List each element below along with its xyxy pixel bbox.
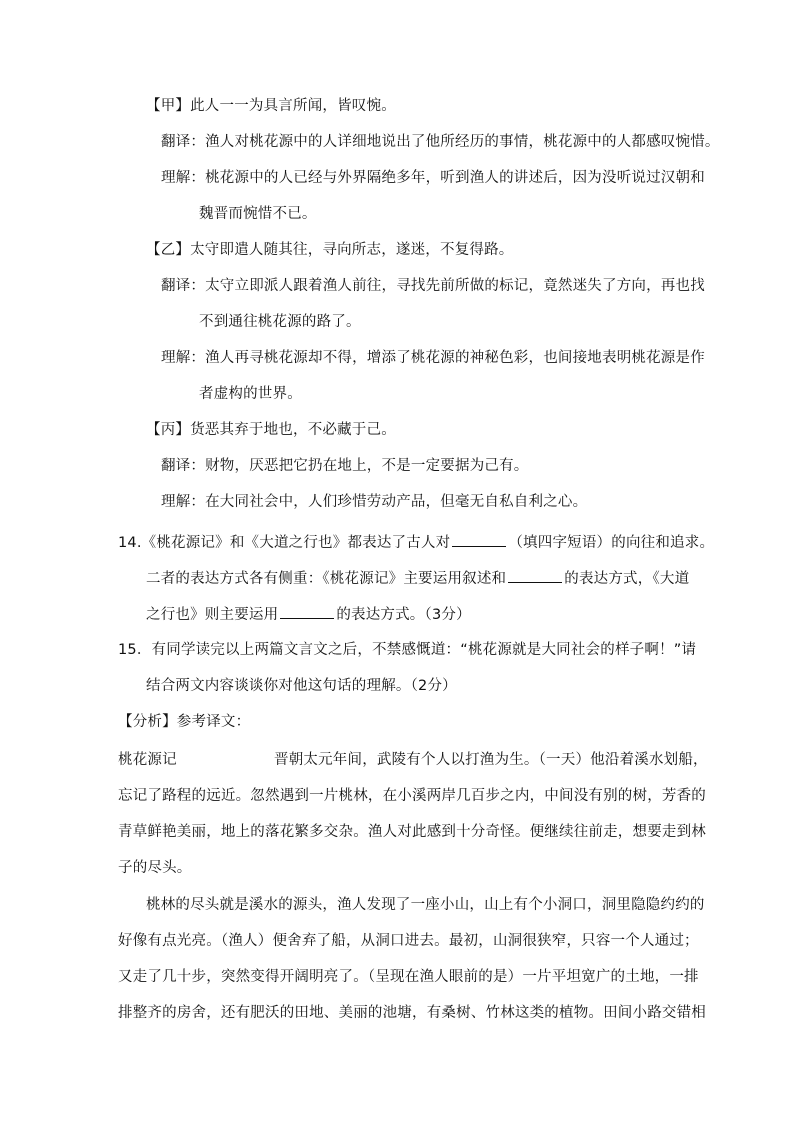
translation-p2-line-4: 排整齐的房舍，还有肥沃的田地、美丽的池塘，有桑树、竹林这类的植物。田间小路交错相 <box>118 1005 706 1021</box>
passage-jia-understanding: 理解：桃花源中的人已经与外界隔绝多年，听到渔人的讲述后，因为没听说过汉朝和 <box>161 170 705 186</box>
passage-yi-translation-cont: 不到通往桃花源的路了。 <box>199 314 361 330</box>
passage-yi-understanding: 理解：渔人再寻桃花源却不得，增添了桃花源的神秘色彩，也间接地表明桃花源是作 <box>161 350 705 366</box>
question-14-line-1: 14.《桃花源记》和《大道之行也》都表达了古人对 （填四字短语）的向往和追求。 <box>118 532 714 553</box>
answer-blank <box>508 568 562 583</box>
passage-yi-understanding-cont: 者虚构的世界。 <box>199 386 302 402</box>
answer-blank <box>452 532 506 547</box>
passage-bing-quote: 【丙】货恶其弃于地也，不必藏于己。 <box>146 422 396 438</box>
question-14-line-3: 之行也》则主要运用 的表达方式。（3分） <box>146 604 471 625</box>
passage-yi-translation: 翻译：太守立即派人跟着渔人前往，寻找先前所做的标记，竟然迷失了方向，再也找 <box>161 278 705 294</box>
analysis-heading: 【分析】参考译文： <box>118 714 251 730</box>
passage-jia-translation: 翻译：渔人对桃花源中的人详细地说出了他所经历的事情，桃花源中的人都感叹惋惜。 <box>161 134 720 150</box>
question-14-line-2: 二者的表达方式各有侧重：《桃花源记》主要运用叙述和 的表达方式，《大道 <box>146 568 689 589</box>
translation-p1-line-3: 青草鲜艳美丽，地上的落花繁多交杂。渔人对此感到十分奇怪。便继续往前走，想要走到林 <box>118 824 706 840</box>
answer-blank <box>280 604 334 619</box>
question-15-line-2: 结合两文内容谈谈你对他这句话的理解。（2分） <box>146 678 457 694</box>
translation-p2-line-1: 桃林的尽头就是溪水的源头，渔人发现了一座小山，山上有个小洞口，洞里隐隐约约的 <box>146 897 705 913</box>
question-15-line-1: 15．有同学读完以上两篇文言文之后，不禁感慨道：“桃花源就是大同社会的样子啊！”请 <box>118 642 697 658</box>
translation-p2-line-2: 好像有点光亮。（渔人）便舍弃了船，从洞口进去。最初，山洞很狭窄，只容一个人通过； <box>118 933 699 949</box>
passage-bing-translation: 翻译：财物，厌恶把它扔在地上，不是一定要据为己有。 <box>161 458 529 474</box>
translation-p1-line-2: 忘记了路程的远近。忽然遇到一片桃林，在小溪两岸几百步之内，中间没有别的树，芳香的 <box>118 788 706 804</box>
passage-bing-understanding: 理解：在大同社会中，人们珍惜劳动产品，但毫无自私自利之心。 <box>161 494 588 510</box>
translation-p1-line-1: 晋朝太元年间，武陵有个人以打渔为生。（一天）他沿着溪水划船， <box>274 752 708 768</box>
translation-p2-line-3: 又走了几十步，突然变得开阔明亮了。（呈现在渔人眼前的是）一片平坦宽广的土地，一排 <box>118 969 699 985</box>
analysis-title: 桃花源记 <box>118 752 177 768</box>
passage-jia-quote: 【甲】此人一一为具言所闻，皆叹惋。 <box>146 98 396 114</box>
translation-p1-line-4: 子的尽头。 <box>118 860 192 876</box>
passage-jia-understanding-cont: 魏晋而惋惜不已。 <box>199 206 317 222</box>
passage-yi-quote: 【乙】太守即遣人随其往，寻向所志，遂迷，不复得路。 <box>146 242 514 258</box>
